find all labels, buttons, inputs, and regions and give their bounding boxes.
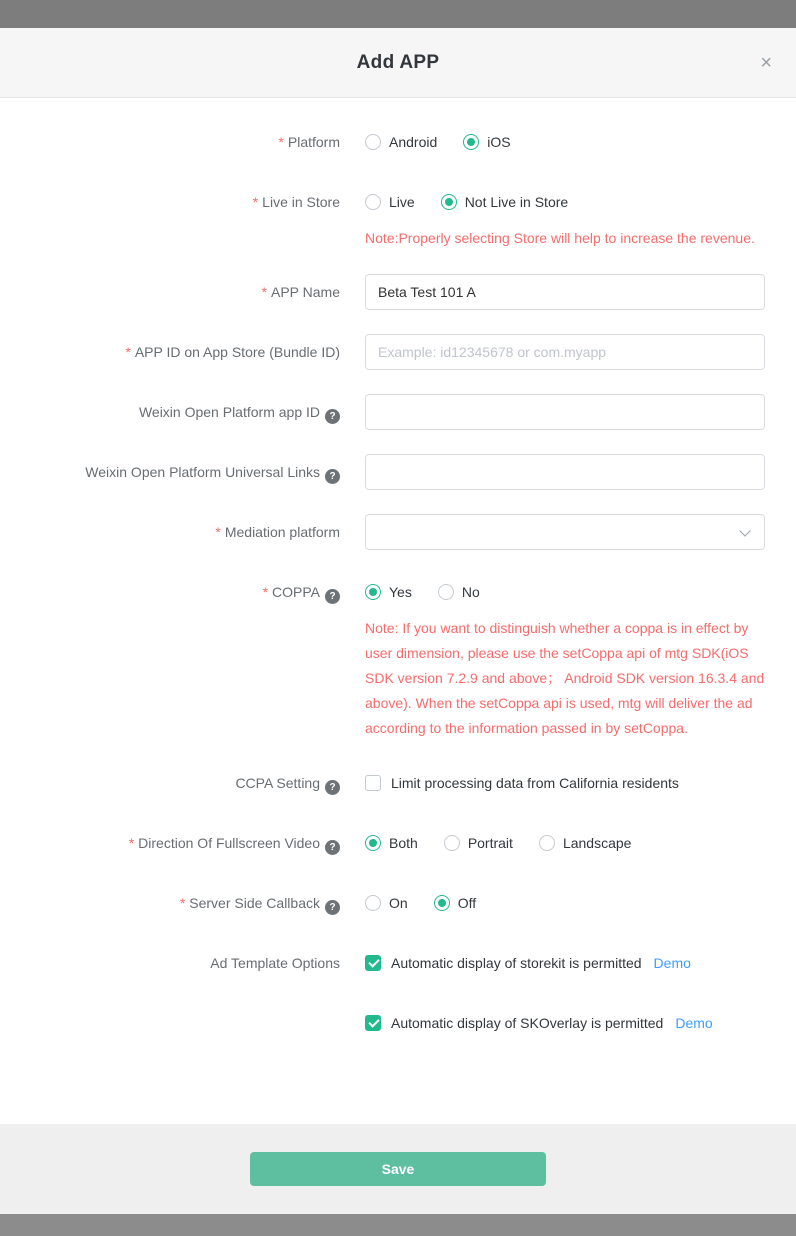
- help-icon[interactable]: ?: [325, 469, 340, 484]
- mediation-platform-label: * Mediation platform: [215, 524, 340, 540]
- form-row-app-name: [30, 274, 766, 310]
- modal-header: [0, 28, 796, 98]
- form-row-live-in-store: [30, 184, 766, 250]
- radio-icon: [441, 194, 457, 210]
- form-row-direction: [30, 825, 766, 861]
- form-row-server-callback: [30, 885, 766, 921]
- form-row-app-id: [30, 334, 766, 370]
- coppa-note: Note: If you want to distinguish whether a coppa is in effect by user dimension, please use the setCoppa api of mtg SDK(iOS SDK version 7.2.9 and above； Android SDK version 16.3.4 and above). When the setCoppa api is used, mtg will deliver the ad according to the information passed in by setCoppa.: [365, 620, 765, 736]
- app-name-input[interactable]: [365, 274, 765, 310]
- form-row-weixin-universal-links: [30, 454, 766, 490]
- weixin-app-id-input[interactable]: [365, 394, 765, 430]
- required-asterisk: *: [179, 895, 186, 911]
- form-row-ccpa: [30, 765, 766, 801]
- form-row-coppa: [30, 574, 766, 741]
- radio-icon: [365, 895, 381, 911]
- radio-icon: [365, 835, 381, 851]
- storekit-demo-link[interactable]: Demo: [653, 955, 691, 971]
- required-asterisk: *: [261, 284, 267, 300]
- radio-callback-on[interactable]: On: [365, 895, 408, 911]
- radio-platform-ios[interactable]: iOS: [463, 134, 510, 150]
- help-icon[interactable]: ?: [325, 840, 340, 855]
- form-row-weixin-app-id: [30, 394, 766, 430]
- help-icon[interactable]: ?: [325, 409, 340, 424]
- modal-title: Add APP: [356, 51, 440, 73]
- mediation-platform-select[interactable]: [365, 514, 765, 550]
- help-icon[interactable]: ?: [325, 589, 340, 604]
- radio-icon: [444, 835, 460, 851]
- radio-direction-both[interactable]: Both: [365, 835, 418, 851]
- form-row-platform: [30, 124, 766, 160]
- checkbox-icon[interactable]: [365, 1015, 381, 1031]
- help-icon[interactable]: ?: [325, 780, 340, 795]
- coppa-label: * COPPA ?: [30, 574, 340, 610]
- live-in-store-note: Note:Properly selecting Store will help to increase the revenue.: [365, 230, 755, 246]
- modal-footer: [0, 1124, 796, 1214]
- radio-platform-android[interactable]: Android: [365, 134, 437, 150]
- coppa-radio-group: [365, 574, 766, 610]
- required-asterisk: *: [215, 524, 221, 540]
- checkbox-icon[interactable]: [365, 955, 381, 971]
- form-row-mediation-platform: [30, 514, 766, 550]
- weixin-universal-links-label: Weixin Open Platform Universal Links ?: [30, 454, 340, 490]
- direction-radio-group: [365, 825, 766, 861]
- required-asterisk: *: [278, 134, 284, 150]
- server-callback-label: * Server Side Callback ?: [30, 885, 340, 921]
- radio-coppa-no[interactable]: No: [438, 584, 480, 600]
- radio-live[interactable]: Live: [365, 194, 415, 210]
- radio-callback-off[interactable]: Off: [434, 895, 476, 911]
- skoverlay-option: Automatic display of SKOverlay is permitted Demo: [365, 1005, 766, 1041]
- required-asterisk: *: [125, 344, 131, 360]
- ad-template-options-label: Ad Template Options: [210, 955, 340, 971]
- app-name-label: * APP Name: [261, 284, 340, 300]
- skoverlay-demo-link[interactable]: Demo: [675, 1015, 713, 1031]
- add-app-form: [0, 98, 796, 1124]
- close-icon[interactable]: ×: [760, 51, 772, 74]
- ccpa-checkbox-option[interactable]: Limit processing data from California residents: [365, 765, 766, 801]
- form-row-ad-template-options: [30, 945, 766, 1041]
- page-bottom-bar: [0, 1214, 796, 1236]
- platform-label: * Platform: [278, 134, 340, 150]
- radio-icon: [365, 134, 381, 150]
- platform-radio-group: [365, 124, 766, 160]
- live-in-store-label: * Live in Store: [252, 194, 340, 210]
- save-button[interactable]: Save: [250, 1152, 546, 1186]
- radio-not-live[interactable]: Not Live in Store: [441, 194, 569, 210]
- storekit-option: Automatic display of storekit is permitted Demo: [365, 945, 766, 981]
- checkbox-icon: [365, 775, 381, 791]
- radio-icon: [539, 835, 555, 851]
- weixin-universal-links-input[interactable]: [365, 454, 765, 490]
- direction-label: * Direction Of Fullscreen Video ?: [30, 825, 340, 861]
- ccpa-label: CCPA Setting ?: [30, 765, 340, 801]
- server-callback-radio-group: [365, 885, 766, 921]
- chevron-down-icon: [739, 525, 750, 536]
- required-asterisk: *: [128, 835, 135, 851]
- page-top-bar: [0, 0, 796, 28]
- help-icon[interactable]: ?: [325, 900, 340, 915]
- weixin-app-id-label: Weixin Open Platform app ID ?: [30, 394, 340, 430]
- radio-direction-landscape[interactable]: Landscape: [539, 835, 632, 851]
- radio-coppa-yes[interactable]: Yes: [365, 584, 412, 600]
- live-in-store-radio-group: [365, 184, 766, 220]
- radio-icon: [365, 584, 381, 600]
- radio-icon: [438, 584, 454, 600]
- required-asterisk: *: [262, 584, 269, 600]
- radio-icon: [434, 895, 450, 911]
- required-asterisk: *: [252, 194, 259, 210]
- app-id-input[interactable]: [365, 334, 765, 370]
- radio-direction-portrait[interactable]: Portrait: [444, 835, 513, 851]
- radio-icon: [463, 134, 479, 150]
- app-id-label: * APP ID on App Store (Bundle ID): [125, 344, 340, 360]
- radio-icon: [365, 194, 381, 210]
